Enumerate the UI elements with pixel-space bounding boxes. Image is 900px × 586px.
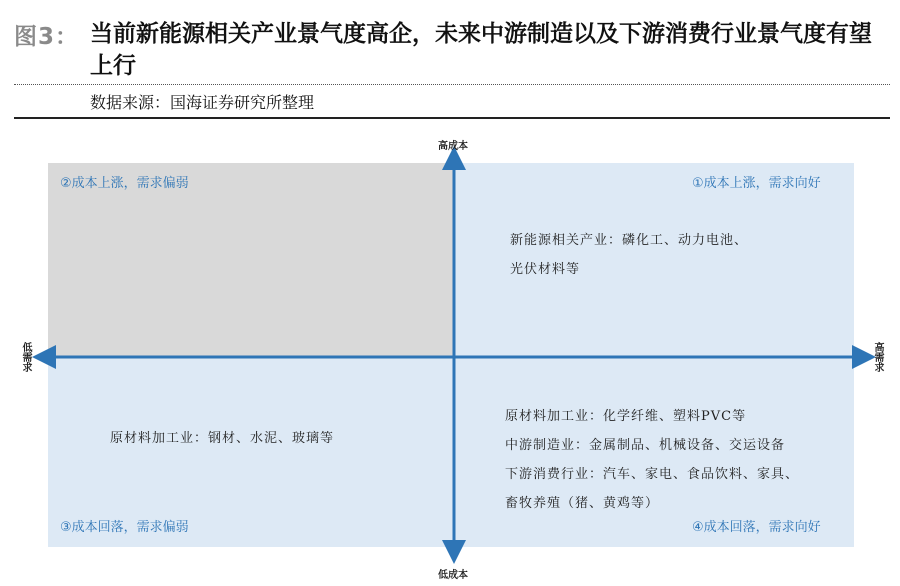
q4-line-3: 下游消费行业：汽车、家电、食品饮料、家具、 [505, 467, 800, 482]
quadrant-1-text [510, 226, 748, 284]
source-note: 数据来源：国海证券研究所整理 [90, 93, 315, 112]
quadrant-2-label: ②成本上涨，需求偏弱 [60, 176, 189, 191]
axis-label-right: 高需求 [872, 342, 883, 372]
quadrant-3-label: ③成本回落，需求偏弱 [60, 520, 189, 535]
quadrant-4-label: ④成本回落，需求向好 [692, 520, 821, 535]
figure-label: 图3： [14, 24, 80, 50]
q3-line-1: 原材料加工业：钢材、水泥、玻璃等 [110, 431, 335, 446]
q4-line-1: 原材料加工业：化学纤维、塑料PVC等 [505, 409, 747, 424]
q1-line-2: 光伏材料等 [510, 262, 581, 277]
quadrant-1-label: ①成本上涨，需求向好 [692, 176, 821, 191]
quadrant-3-text [110, 424, 334, 453]
figure-title: 当前新能源相关产业景气度高企，未来中游制造以及下游消费行业景气度有望上行 [90, 21, 872, 79]
axis-label-top: 高成本 [438, 141, 468, 152]
q4-line-4: 畜牧养殖（猪、黄鸡等） [505, 496, 660, 511]
q4-line-2: 中游制造业：金属制品、机械设备、交运设备 [505, 438, 786, 453]
q1-line-1: 新能源相关产业：磷化工、动力电池、 [510, 233, 749, 248]
axis-label-left: 低需求 [20, 342, 31, 372]
quadrant-4-text [505, 402, 799, 518]
axis-label-bottom: 低成本 [438, 570, 468, 581]
